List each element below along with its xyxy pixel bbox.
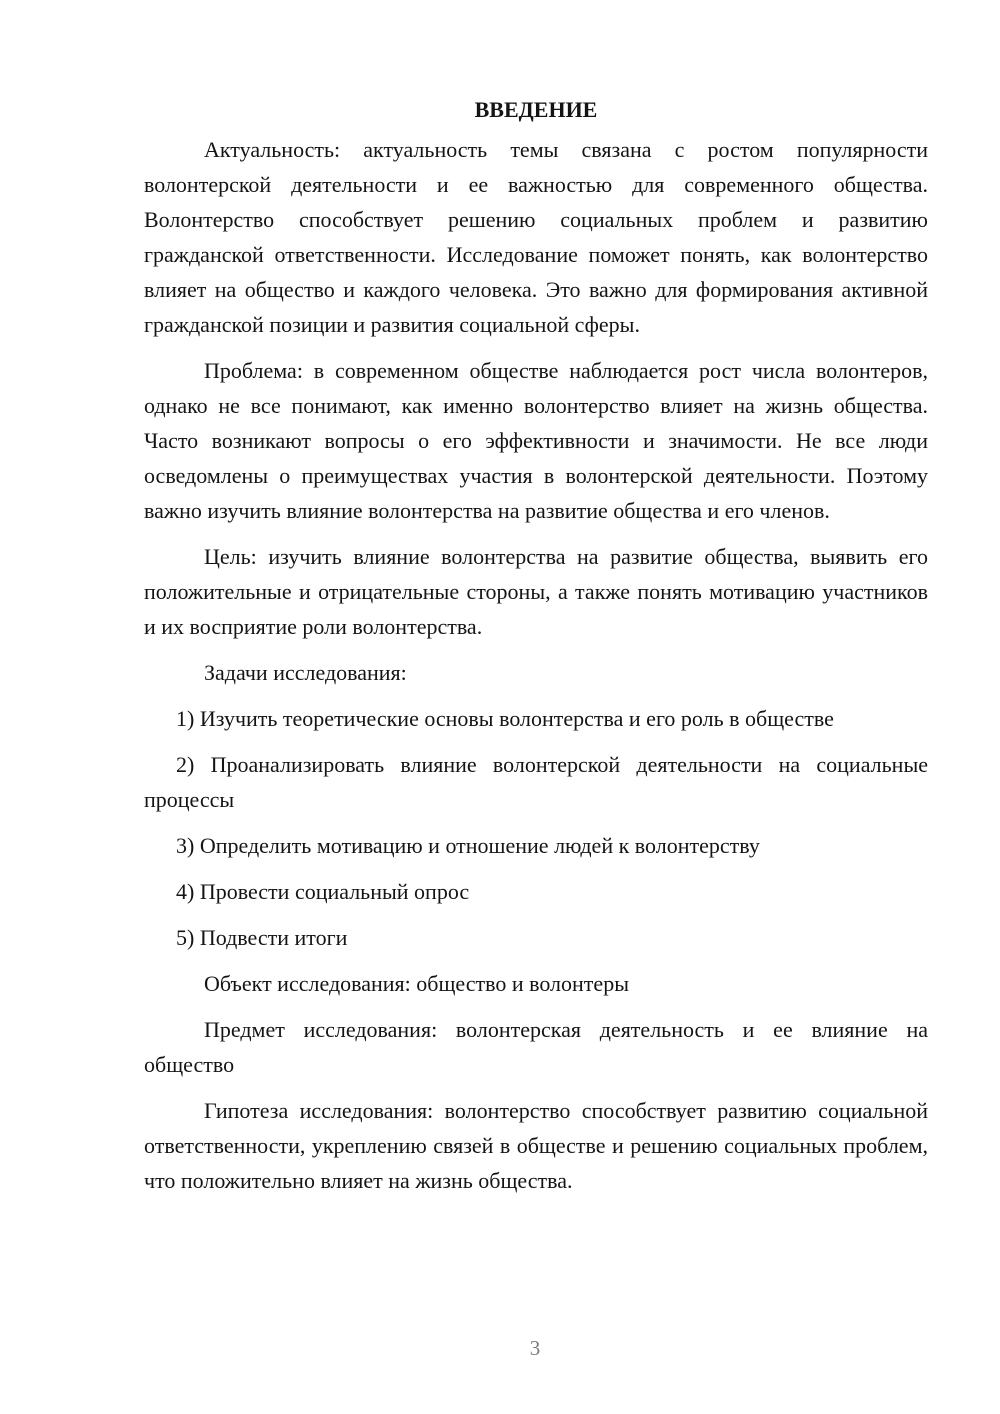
tasks-heading: Задачи исследования: (204, 660, 407, 685)
page-number: 3 (529, 1336, 541, 1360)
subject-paragraph: Предмет исследования: волонтерская деятельность и ее влияние на общество (144, 1017, 928, 1077)
problem-paragraph: Проблема: в современном обществе наблюдается рост числа волонтеров, однако не все понимают, как именно волонтерство влияет на жизнь общества. Часто возникают вопросы о его эффективности и значимости. Не все люди осведомлены о преимуществах участия в волонтерской деятельности. Поэтому важно изучить влияние волонтерства на развитие общества и его членов. (144, 358, 928, 523)
section-title: ВВЕДЕНИЕ (474, 97, 598, 122)
task-item: 4) Провести социальный опрос (176, 879, 470, 904)
task-item: 5) Подвести итоги (176, 925, 348, 950)
hypothesis-paragraph: Гипотеза исследования: волонтерство способствует развитию социальной ответственности, укреплению связей в обществе и решению социальных проблем, что положительно влияет на жизнь общества. (144, 1098, 928, 1193)
task-item: 2) Проанализировать влияние волонтерской деятельности на социальные процессы (144, 752, 928, 812)
goal-paragraph: Цель: изучить влияние волонтерства на развитие общества, выявить его положительные и отрицательные стороны, а также понять мотивацию участников и их восприятие роли волонтерства. (144, 544, 928, 639)
task-item: 1) Изучить теоретические основы волонтерства и его роль в обществе (176, 706, 834, 731)
task-item: 3) Определить мотивацию и отношение людей к волонтерству (176, 833, 760, 858)
document-body (144, 92, 928, 1209)
object-paragraph: Объект исследования: общество и волонтеры (204, 971, 629, 996)
relevance-paragraph: Актуальность: актуальность темы связана с ростом популярности волонтерской деятельности и ее важностью для современного общества. Волонтерство способствует решению социальных проблем и развитию гражданской ответственности. Исследование поможет понять, как волонтерство влияет на общество и каждого человека. Это важно для формирования активной гражданской позиции и развития социальной сферы. (144, 137, 928, 337)
